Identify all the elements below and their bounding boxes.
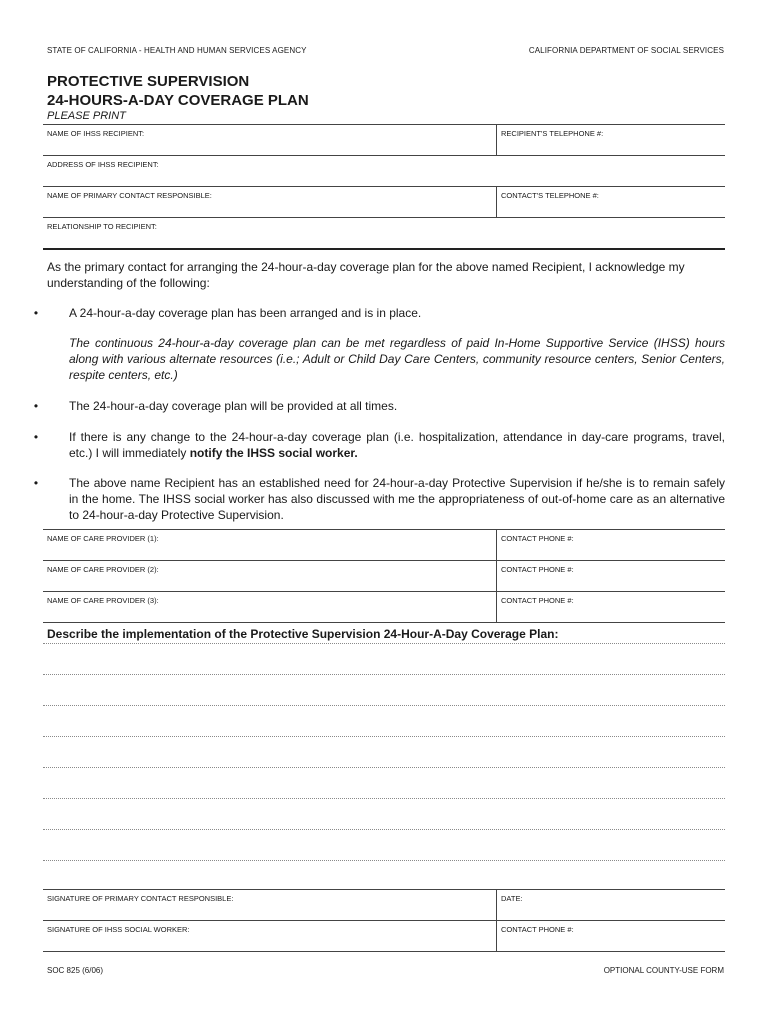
recipient-name-row [43, 124, 725, 156]
form-number: SOC 825 (6/06) [47, 966, 104, 975]
implementation-line[interactable] [43, 860, 725, 861]
form-subtitle: 24-HOURS-A-DAY COVERAGE PLAN [47, 92, 309, 109]
provider-3-field[interactable]: NAME OF CARE PROVIDER (3): [47, 596, 159, 605]
bullet-icon: • [33, 430, 39, 444]
provider-1-row [43, 529, 725, 561]
agency-header: STATE OF CALIFORNIA - HEALTH AND HUMAN SERVICES AGENCY [47, 46, 307, 55]
notify-social-worker-text: notify the IHSS social worker. [189, 446, 358, 460]
recipient-phone-field[interactable]: RECIPIENT'S TELEPHONE #: [496, 125, 725, 155]
bullet-established-need: The above name Recipient has an established need for 24-hour-a-day Protective Supervision if he/she is to remain safely in the home. The IHSS social worker has also discussed with me the appropriateness of out-of-home care as an alternative to 24-hour-a-day Protective Supervision. [69, 476, 725, 522]
please-print-note: PLEASE PRINT [47, 110, 126, 122]
signatures-bottom-border [43, 951, 725, 952]
department-header: CALIFORNIA DEPARTMENT OF SOCIAL SERVICES [528, 46, 724, 55]
bullet-plan-provided: The 24-hour-a-day coverage plan will be provided at all times. [69, 399, 398, 413]
provider-3-row [43, 591, 725, 623]
implementation-line[interactable] [43, 643, 725, 644]
implementation-line[interactable] [43, 798, 725, 799]
worker-phone-field[interactable]: CONTACT PHONE #: [496, 921, 725, 951]
form-title: PROTECTIVE SUPERVISION [47, 73, 250, 90]
provider-1-field[interactable]: NAME OF CARE PROVIDER (1): [47, 534, 159, 543]
recipient-address-field[interactable]: ADDRESS OF IHSS RECIPIENT: [47, 160, 159, 169]
implementation-line[interactable] [43, 674, 725, 675]
coverage-note: The continuous 24-hour-a-day coverage plan can be met regardless of paid In-Home Supportive Service (IHSS) hours along with various alternate resources (i.e.; Adult or Child Day Care Centers, community resource centers, Senior Centers, respite centers, etc.) [69, 336, 725, 382]
relationship-row [43, 217, 725, 249]
bullet-change-notify [69, 429, 725, 461]
provider-3-phone-field[interactable]: CONTACT PHONE #: [496, 592, 725, 622]
bullet-icon: • [33, 476, 39, 490]
recipient-address-row [43, 155, 725, 187]
primary-signature-row [43, 889, 725, 921]
implementation-line[interactable] [43, 736, 725, 737]
implementation-title: Describe the implementation of the Protective Supervision 24-Hour-A-Day Coverage Plan: [47, 627, 559, 641]
recipient-name-field[interactable]: NAME OF IHSS RECIPIENT: [47, 129, 145, 138]
section-divider [43, 248, 725, 250]
primary-signature-field[interactable]: SIGNATURE OF PRIMARY CONTACT RESPONSIBLE: [47, 894, 234, 903]
provider-2-phone-field[interactable]: CONTACT PHONE #: [496, 561, 725, 591]
bullet-icon: • [33, 399, 39, 413]
worker-signature-row [43, 920, 725, 952]
implementation-line[interactable] [43, 829, 725, 830]
implementation-line[interactable] [43, 705, 725, 706]
provider-2-field[interactable]: NAME OF CARE PROVIDER (2): [47, 565, 159, 574]
provider-1-phone-field[interactable]: CONTACT PHONE #: [496, 530, 725, 560]
worker-signature-field[interactable]: SIGNATURE OF IHSS SOCIAL WORKER: [47, 925, 190, 934]
primary-contact-row [43, 186, 725, 218]
contact-phone-field[interactable]: CONTACT'S TELEPHONE #: [496, 187, 725, 217]
relationship-field[interactable]: RELATIONSHIP TO RECIPIENT: [47, 222, 157, 231]
provider-2-row [43, 560, 725, 592]
bullet-plan-arranged: A 24-hour-a-day coverage plan has been arranged and is in place. [69, 306, 422, 320]
primary-contact-field[interactable]: NAME OF PRIMARY CONTACT RESPONSIBLE: [47, 191, 212, 200]
implementation-line[interactable] [43, 767, 725, 768]
county-use-label: OPTIONAL COUNTY-USE FORM [603, 966, 724, 975]
date-field[interactable]: DATE: [496, 890, 725, 920]
bullet-change-text: If there is any change to the 24-hour-a-day coverage plan (i.e. hospitalization, attendance in day-care programs, travel, etc.) I will immediately [69, 430, 725, 460]
providers-bottom-border [43, 622, 725, 623]
bullet-icon: • [33, 306, 39, 320]
intro-paragraph: As the primary contact for arranging the 24-hour-a-day coverage plan for the above named Recipient, I acknowledge my understanding of the following: [47, 260, 685, 290]
